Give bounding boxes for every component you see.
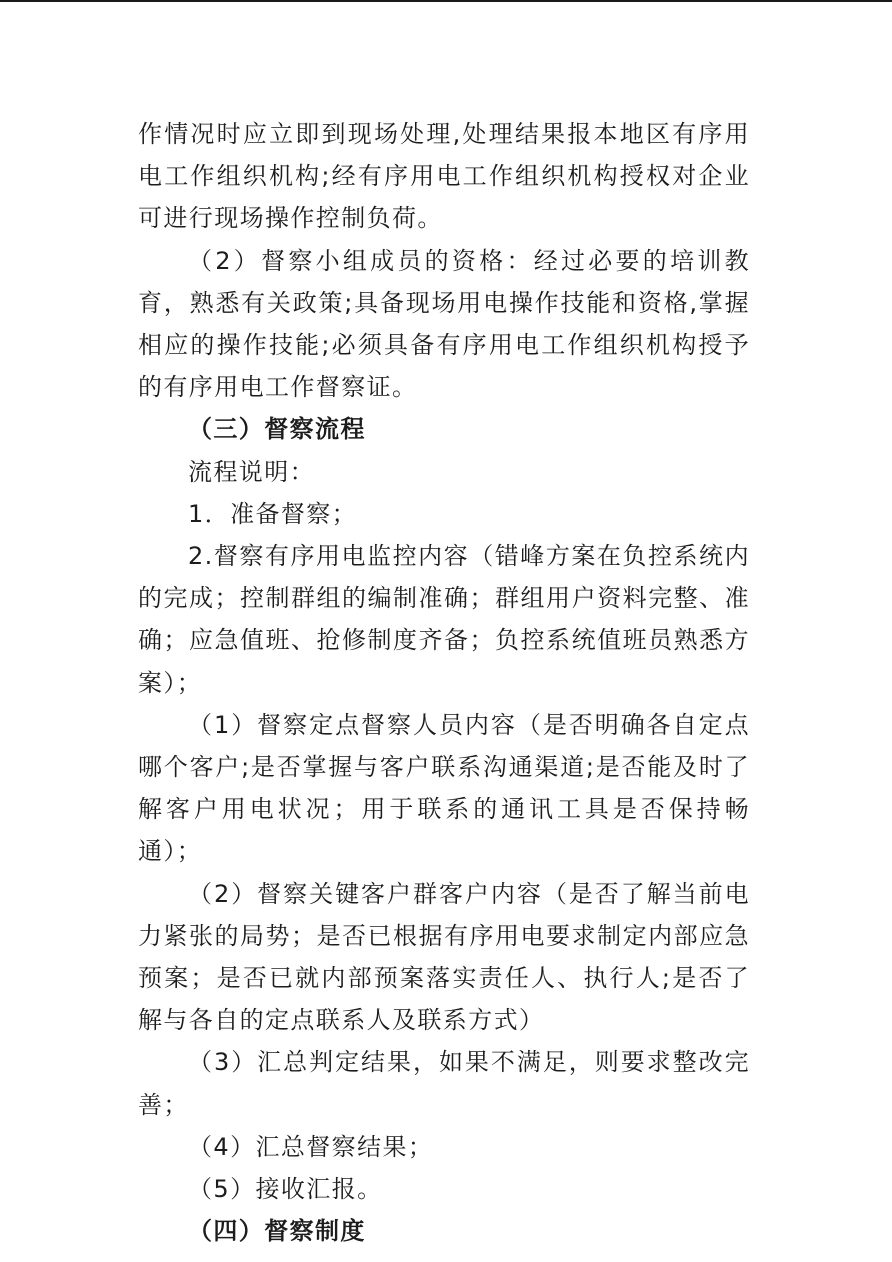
list-item-summary-results: （4）汇总督察结果； xyxy=(188,1132,434,1161)
list-item-key-customers: （2）督察关键客户群客户内容（是否了解当前电力紧张的局势；是否已根据有序用电要求制定内部应急预案；是否已就内部预案落实责任人、执行人;是否了解与各自的定点联系人及联系方式） xyxy=(138,879,750,1035)
list-item-receive-report: （5）接收汇报。 xyxy=(188,1175,383,1204)
list-item-summary-judgement: （3）汇总判定结果，如果不满足，则要求整改完善； xyxy=(138,1048,750,1119)
heading-inspection-system: （四）督察制度 xyxy=(188,1217,366,1246)
list-item-fixed-point-staff: （1）督察定点督察人员内容（是否明确各自定点哪个客户;是否掌握与客户联系沟通渠道;是否能及时了解客户用电状况；用于联系的通讯工具是否保持畅通）； xyxy=(138,710,750,866)
paragraph-continuation: 作情况时应立即到现场处理,处理结果报本地区有序用电工作组织机构;经有序用电工作组织机构授权对企业可进行现场操作控制负荷。 xyxy=(138,120,750,233)
list-item-monitoring-content: 2.督察有序用电监控内容（错峰方案在负控系统内的完成；控制群组的编制准确；群组用户资料完整、准确；应急值班、抢修制度齐备；负控系统值班员熟悉方案）； xyxy=(138,542,750,697)
heading-inspection-process: （三）督察流程 xyxy=(188,415,366,444)
paragraph-inspector-qualifications: （2）督察小组成员的资格：经过必要的培训教育，熟悉有关政策;具备现场用电操作技能和资格,掌握相应的操作技能;必须具备有序用电工作组织机构授予的有序用电工作督察证。 xyxy=(138,246,750,402)
document-body xyxy=(138,113,750,1252)
list-item-prepare: 1．准备督察； xyxy=(188,499,358,528)
paragraph-process-description: 流程说明： xyxy=(188,457,315,486)
